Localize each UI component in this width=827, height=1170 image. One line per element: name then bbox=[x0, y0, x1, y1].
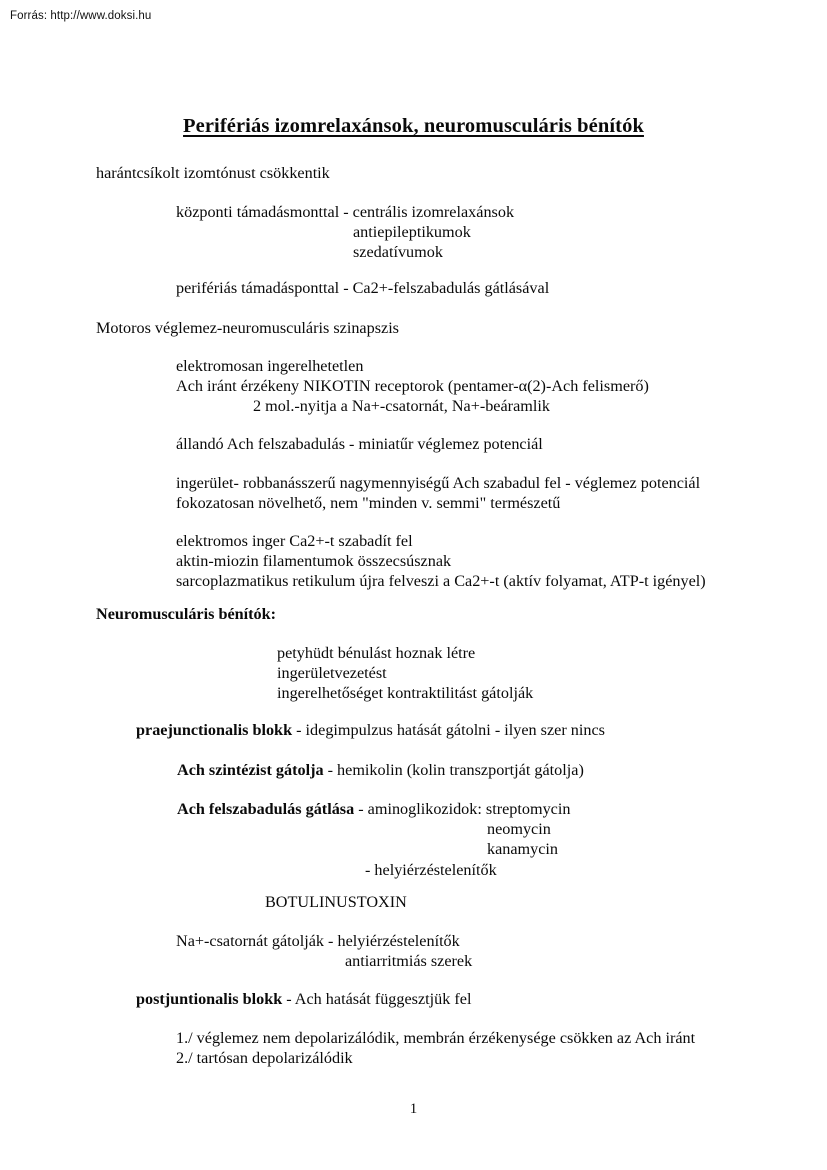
text-line: - helyiérzéstelenítők bbox=[365, 860, 497, 879]
term-description: - aminoglikozidok: streptomycin bbox=[354, 800, 571, 818]
text-line: antiepileptikumok bbox=[353, 223, 471, 242]
text-block-depolarizacio-tipusok bbox=[176, 1028, 695, 1068]
text-line: állandó Ach felszabadulás - miniatűr véglemez potenciál bbox=[176, 435, 543, 453]
text-line: 2 mol.-nyitja a Na+-csatornát, Na+-beáramlik bbox=[253, 397, 550, 416]
page-title-text: Perifériás izomrelaxánsok, neuromusculáris bénítók bbox=[183, 114, 644, 137]
text-line: 1./ véglemez nem depolarizálódik, membrán érzékenysége csökken az Ach iránt bbox=[176, 1029, 696, 1047]
text-block-na-csatornat-gatoljak bbox=[176, 931, 472, 971]
text-line: elektromos inger Ca2+-t szabadít fel bbox=[176, 532, 413, 550]
text-line: Motoros véglemez-neuromusculáris szinapszis bbox=[96, 319, 399, 337]
text-block-petyhudt-benulas bbox=[277, 643, 533, 704]
text-line: kanamycin bbox=[487, 840, 559, 859]
text-line: petyhüdt bénulást hoznak létre bbox=[277, 644, 476, 662]
source-watermark: Forrás: http://www.doksi.hu bbox=[10, 10, 152, 22]
text-block-elektromos-inger bbox=[176, 531, 706, 592]
text-line: Neuromusculáris bénítók: bbox=[96, 605, 277, 623]
text-line: elektromosan ingerelhetetlen bbox=[176, 357, 364, 375]
text-line: aktin-miozin filamentumok összecsúsznak bbox=[176, 552, 452, 571]
term-label: praejunctionalis blokk bbox=[136, 721, 293, 739]
text-block-perifarias-tamadaspont bbox=[176, 278, 549, 298]
text-block-botulinustoxin bbox=[265, 892, 407, 912]
text-block-ach-szintezist-gatolja bbox=[177, 760, 584, 780]
text-block-allando-ach bbox=[176, 434, 543, 454]
text-line: Ach iránt érzékeny NIKOTIN receptorok (pentamer-α(2)-Ach felismerő) bbox=[176, 377, 649, 396]
text-line bbox=[177, 799, 570, 819]
text-block-ingerulet-robbanasszeru bbox=[176, 473, 700, 513]
page-title bbox=[0, 113, 827, 139]
text-line bbox=[136, 989, 471, 1009]
text-block-kozponti-tamadaspont bbox=[176, 202, 514, 263]
text-line bbox=[136, 720, 605, 740]
text-line: 2./ tartósan depolarizálódik bbox=[176, 1049, 353, 1068]
text-line: ingerületvezetést bbox=[277, 664, 387, 683]
term-label: Ach szintézist gátolja bbox=[177, 761, 324, 779]
text-line: antiarritmiás szerek bbox=[345, 952, 473, 971]
term-label: Ach felszabadulás gátlása bbox=[177, 800, 355, 818]
text-line: harántcsíkolt izomtónust csökkentik bbox=[96, 164, 330, 182]
text-block-ach-felszabadulas-gatlasa bbox=[177, 799, 570, 880]
text-line: perifériás támadásponttal - Ca2+-felszabadulás gátlásával bbox=[176, 279, 550, 297]
term-label: postjuntionalis blokk bbox=[136, 990, 283, 1008]
text-line: szedatívumok bbox=[353, 243, 443, 262]
text-line: központi támadásmonttal - centrális izomrelaxánsok bbox=[176, 203, 515, 221]
text-line: ingerelhetőséget kontraktilitást gátolják bbox=[277, 684, 534, 703]
term-description: - idegimpulzus hatását gátolni - ilyen szer nincs bbox=[292, 721, 605, 739]
text-block-postjuntionalis-blokk bbox=[136, 989, 471, 1009]
term-description: - Ach hatását függesztjük fel bbox=[282, 990, 472, 1008]
text-block-praejunctionalis-blokk bbox=[136, 720, 605, 740]
page-number: 1 bbox=[409, 1101, 418, 1117]
text-line: neomycin bbox=[487, 820, 551, 839]
text-line bbox=[177, 760, 584, 780]
text-line: sarcoplazmatikus retikulum újra felveszi a Ca2+-t (aktív folyamat, ATP-t igényel) bbox=[176, 572, 706, 591]
text-line: ingerület- robbanásszerű nagymennyiségű Ach szabadul fel - véglemez potenciál bbox=[176, 474, 701, 492]
text-line: fokozatosan növelhető, nem "minden v. semmi" természetű bbox=[176, 494, 561, 513]
text-line: Na+-csatornát gátolják - helyiérzéstelenítők bbox=[176, 932, 460, 950]
text-block-neuromuscularis-benitok-heading bbox=[96, 604, 276, 624]
text-block-nikotin-receptorok bbox=[176, 356, 649, 417]
text-block-harantcsikolt bbox=[96, 163, 330, 183]
text-line: BOTULINUSTOXIN bbox=[265, 893, 407, 911]
term-description: - hemikolin (kolin transzportját gátolja) bbox=[323, 761, 584, 779]
text-block-motoros-veglemez bbox=[96, 318, 399, 338]
